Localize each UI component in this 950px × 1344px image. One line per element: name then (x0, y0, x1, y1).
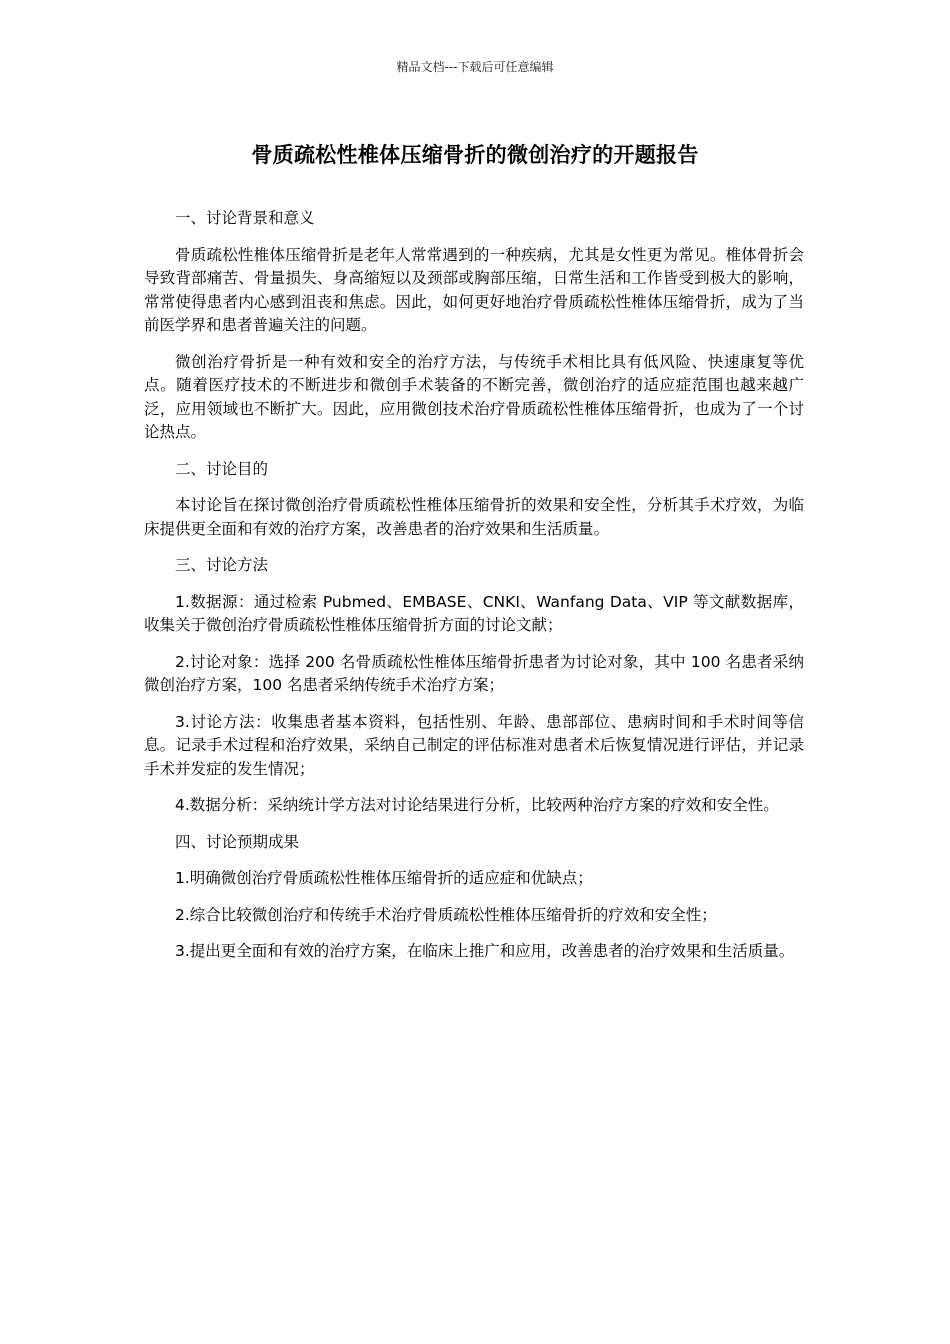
list-item: 4.数据分析：采纳统计学方法对讨论结果进行分析，比较两种治疗方案的疗效和安全性。 (175, 796, 779, 814)
document-title: 骨质疏松性椎体压缩骨折的微创治疗的开题报告 (251, 143, 699, 167)
list-item: 2.综合比较微创治疗和传统手术治疗骨质疏松性椎体压缩骨折的疗效和安全性； (175, 905, 717, 924)
paragraph: 微创治疗骨折是一种有效和安全的治疗方法，与传统手术相比具有低风险、快速康复等优点。随着医疗技术的不断进步和微创手术装备的不断完善，微创治疗的适应症范围也越来越广泛，应用领域也不断扩大。因此，应用微创技术治疗骨质疏松性椎体压缩骨折，也成为了一个讨论热点。 (144, 352, 804, 441)
document-body (144, 207, 804, 977)
list-item: 1.明确微创治疗骨质疏松性椎体压缩骨折的适应症和优缺点； (175, 869, 593, 887)
section-heading-background: 一、讨论背景和意义 (175, 209, 315, 227)
list-item: 3.提出更全面和有效的治疗方案，在临床上推广和应用，改善患者的治疗效果和生活质量。 (175, 942, 795, 960)
paragraph: 骨质疏松性椎体压缩骨折是老年人常常遇到的一种疾病，尤其是女性更为常见。椎体骨折会导致背部痛苦、骨量损失、身高缩短以及颈部或胸部压缩，日常生活和工作皆受到极大的影响，常常使得患者内心感到沮丧和焦虑。因此，如何更好地治疗骨质疏松性椎体压缩骨折，成为了当前医学界和患者普遍关注的问题。 (144, 245, 804, 334)
page-header-note: 精品文档---下载后可任意编辑 (396, 60, 554, 74)
list-item: 3.讨论方法：收集患者基本资料，包括性别、年龄、患部部位、患病时间和手术时间等信息。记录手术过程和治疗效果，采纳自己制定的评估标准对患者术后恢复情况进行评估，并记录手术并发症的发生情况； (144, 712, 804, 778)
section-heading-purpose: 二、讨论目的 (175, 459, 269, 478)
list-item: 1.数据源：通过检索 Pubmed、EMBASE、CNKI、Wanfang Data、VIP 等文献数据库，收集关于微创治疗骨质疏松性椎体压缩骨折方面的讨论文献； (144, 592, 804, 634)
list-item: 2.讨论对象：选择 200 名骨质疏松性椎体压缩骨折患者为讨论对象，其中 100 名患者采纳微创治疗方案，100 名患者采纳传统手术治疗方案； (144, 652, 804, 694)
paragraph: 本讨论旨在探讨微创治疗骨质疏松性椎体压缩骨折的效果和安全性，分析其手术疗效，为临床提供更全面和有效的治疗方案，改善患者的治疗效果和生活质量。 (144, 496, 804, 538)
section-heading-outcomes: 四、讨论预期成果 (175, 832, 300, 851)
section-heading-methods: 三、讨论方法 (175, 556, 269, 574)
